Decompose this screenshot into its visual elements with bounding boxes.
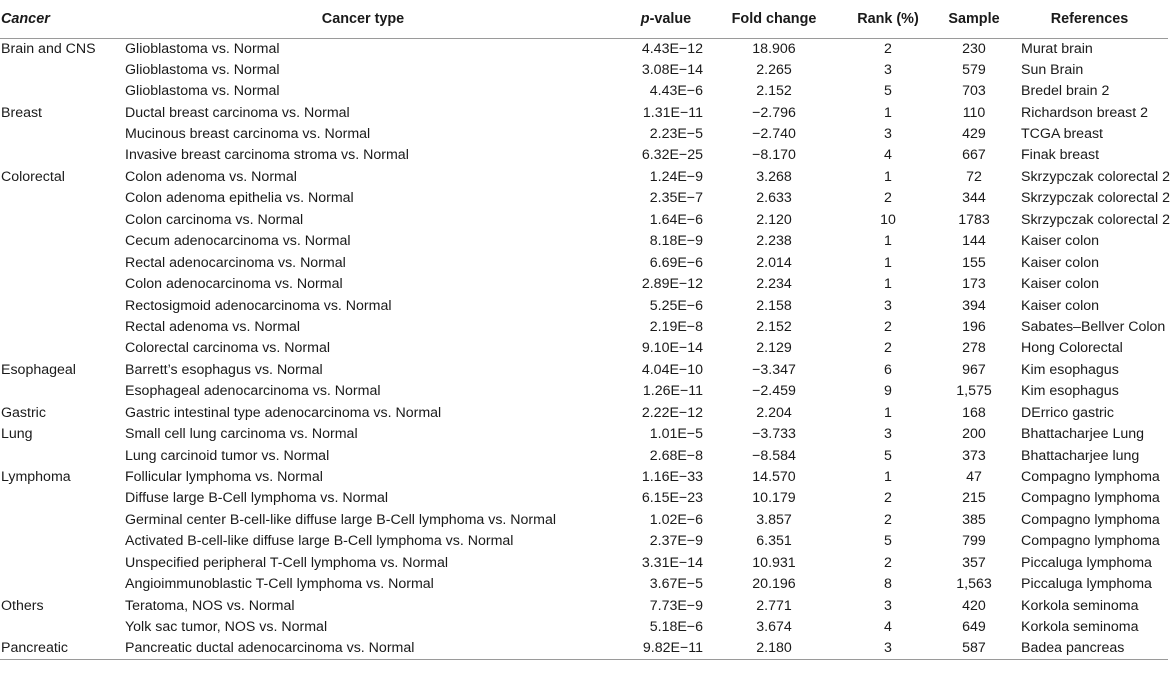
cell-reference: Bhattacharjee Lung: [1021, 426, 1145, 443]
table-body: [0, 38, 1168, 660]
cell-sample: 1,563: [956, 576, 992, 593]
cell-sample: 215: [962, 490, 986, 507]
cell-sample: 110: [962, 104, 986, 121]
table-row: [0, 210, 1168, 231]
cell-p-value: 8.18E−9: [649, 233, 703, 250]
cell-cancer-type: Barrett’s esophagus vs. Normal: [125, 361, 323, 378]
cell-p-value: 3.08E−14: [641, 61, 703, 78]
cell-sample: 72: [966, 168, 982, 185]
cell-sample: 144: [962, 233, 986, 250]
cell-cancer-type: Glioblastoma vs. Normal: [125, 61, 280, 78]
cell-sample: 357: [962, 554, 986, 571]
cell-cancer: [0, 531, 125, 552]
cell-cancer: Breast: [1, 104, 43, 121]
cell-p-value: 9.82E−11: [642, 640, 703, 657]
cell-p-value: 6.69E−6: [649, 254, 703, 271]
table-row: [0, 445, 1168, 466]
table-row: [0, 231, 1168, 252]
cell-fold-change: 2.014: [756, 254, 792, 271]
cell-cancer-type: Lung carcinoid tumor vs. Normal: [125, 447, 330, 464]
cell-sample: 344: [962, 190, 986, 207]
cell-fold-change: −8.170: [752, 147, 796, 164]
table-row: [0, 531, 1168, 552]
cell-sample: 1783: [958, 211, 990, 228]
cell-p-value: 2.19E−8: [649, 318, 703, 335]
cell-p-value: 9.10E−14: [641, 340, 703, 357]
cell-cancer: [0, 188, 125, 209]
table-header: [0, 0, 1168, 38]
cell-fold-change: 3.674: [756, 619, 792, 636]
header-cancer-type: Cancer type: [321, 10, 405, 27]
cell-fold-change: 2.633: [756, 190, 792, 207]
cell-p-value: 4.43E−6: [649, 83, 703, 100]
cell-p-value: 2.23E−5: [649, 126, 703, 143]
cell-cancer: [0, 317, 125, 338]
header-fold-change: Fold change: [731, 10, 817, 27]
cell-sample: 579: [962, 61, 986, 78]
cell-rank: 1: [884, 254, 892, 271]
cell-p-value: 3.67E−5: [649, 576, 703, 593]
cell-reference: Hong Colorectal: [1021, 340, 1123, 357]
cell-p-value: 3.31E−14: [641, 554, 703, 571]
cell-reference: Sabates–Bellver Colon: [1021, 318, 1166, 335]
cell-fold-change: 2.771: [756, 597, 792, 614]
table-row: [0, 317, 1168, 338]
cell-cancer: [0, 145, 125, 166]
cell-cancer-type: Diffuse large B-Cell lymphoma vs. Normal: [125, 490, 389, 507]
cell-reference: Compagno lymphoma: [1021, 469, 1160, 486]
cell-cancer-type: Activated B-cell-like diffuse large B-Cell lymphoma vs. Normal: [125, 533, 514, 550]
cell-p-value: 1.24E−9: [649, 168, 703, 185]
cell-sample: 1,575: [956, 383, 992, 400]
cell-cancer-type: Pancreatic ductal adenocarcinoma vs. Normal: [125, 640, 415, 657]
cell-reference: Kim esophagus: [1021, 361, 1119, 378]
cell-cancer: [0, 381, 125, 402]
table-row: [0, 510, 1168, 531]
cell-sample: 196: [962, 318, 986, 335]
table-row: [0, 188, 1168, 209]
cell-p-value: 1.26E−11: [642, 383, 703, 400]
cell-cancer-type: Germinal center B-cell-like diffuse large B-Cell lymphoma vs. Normal: [125, 511, 557, 528]
cell-fold-change: 2.265: [756, 61, 792, 78]
cell-cancer: [0, 252, 125, 273]
cell-fold-change: 20.196: [752, 576, 796, 593]
cell-cancer: [0, 210, 125, 231]
cell-fold-change: 2.234: [756, 276, 792, 293]
cell-cancer-type: Esophageal adenocarcinoma vs. Normal: [125, 383, 381, 400]
cell-cancer: Colorectal: [1, 168, 65, 185]
cell-rank: 3: [884, 640, 892, 657]
cell-fold-change: 2.180: [756, 640, 792, 657]
cell-fold-change: −2.459: [752, 383, 796, 400]
header-p-value: [623, 0, 709, 38]
cell-cancer-type: Rectal adenoma vs. Normal: [125, 318, 301, 335]
cell-rank: 1: [884, 469, 892, 486]
table-row: [0, 167, 1168, 188]
table-row: [0, 638, 1168, 660]
cell-p-value: 6.32E−25: [641, 147, 703, 164]
cell-rank: 3: [884, 297, 892, 314]
cell-rank: 5: [884, 83, 892, 100]
cell-p-value: 2.37E−9: [649, 533, 703, 550]
cell-cancer-type: Gastric intestinal type adenocarcinoma vs. Normal: [125, 404, 442, 421]
cell-rank: 2: [884, 318, 892, 335]
cell-sample: 173: [962, 276, 986, 293]
cell-sample: 278: [962, 340, 986, 357]
cell-fold-change: 10.931: [752, 554, 796, 571]
table-row: [0, 403, 1168, 424]
header-references: References: [1050, 10, 1129, 27]
cell-cancer-type: Colon adenoma vs. Normal: [125, 168, 297, 185]
cell-fold-change: 10.179: [752, 490, 796, 507]
table-row: [0, 574, 1168, 595]
header-rank: Rank (%): [857, 10, 919, 27]
cell-sample: 47: [966, 469, 982, 486]
cell-reference: DErrico gastric: [1021, 404, 1115, 421]
cell-cancer: [0, 488, 125, 509]
cell-rank: 1: [884, 404, 892, 421]
cell-reference: Richardson breast 2: [1021, 104, 1148, 121]
cell-cancer-type: Ductal breast carcinoma vs. Normal: [125, 104, 350, 121]
cell-rank: 1: [884, 104, 892, 121]
table-row: [0, 60, 1168, 81]
cell-reference: Piccaluga lymphoma: [1021, 554, 1152, 571]
cell-reference: Skrzypczak colorectal 2: [1021, 190, 1170, 207]
cell-fold-change: −8.584: [752, 447, 796, 464]
cell-fold-change: 2.129: [756, 340, 792, 357]
cell-reference: Korkola seminoma: [1021, 619, 1139, 636]
cell-reference: Murat brain: [1021, 40, 1093, 57]
cell-cancer: [0, 574, 125, 595]
cell-rank: 2: [884, 190, 892, 207]
table-row: [0, 424, 1168, 445]
table-row: [0, 467, 1168, 488]
cell-cancer: [0, 510, 125, 531]
cell-rank: 1: [884, 276, 892, 293]
cell-cancer-type: Angioimmunoblastic T-Cell lymphoma vs. Normal: [125, 576, 434, 593]
cell-fold-change: 3.268: [756, 168, 792, 185]
table-row: [0, 81, 1168, 102]
cell-fold-change: 14.570: [752, 469, 796, 486]
table-row: [0, 381, 1168, 402]
cell-cancer-type: Follicular lymphoma vs. Normal: [125, 469, 323, 486]
cell-cancer: Pancreatic: [1, 640, 69, 657]
table-row: [0, 617, 1168, 638]
cell-reference: Finak breast: [1021, 147, 1100, 164]
cell-rank: 10: [880, 211, 896, 228]
table-row: [0, 274, 1168, 295]
cell-p-value: 1.16E−33: [641, 469, 703, 486]
cell-fold-change: −2.740: [752, 126, 796, 143]
cell-p-value: 4.43E−12: [641, 40, 703, 57]
cell-cancer: Lung: [1, 426, 33, 443]
cell-rank: 9: [884, 383, 892, 400]
cell-reference: Badea pancreas: [1021, 640, 1125, 657]
cell-fold-change: 2.152: [756, 83, 792, 100]
cell-sample: 587: [962, 640, 986, 657]
cell-cancer: [0, 60, 125, 81]
header-p-value-suffix: -value: [649, 10, 692, 27]
cell-cancer: [0, 553, 125, 574]
cell-cancer-type: Colorectal carcinoma vs. Normal: [125, 340, 330, 357]
cell-rank: 2: [884, 511, 892, 528]
table-row: [0, 360, 1168, 381]
cell-cancer-type: Rectal adenocarcinoma vs. Normal: [125, 254, 346, 271]
cell-cancer-type: Mucinous breast carcinoma vs. Normal: [125, 126, 371, 143]
cell-cancer: [0, 445, 125, 466]
cell-sample: 429: [962, 126, 986, 143]
cell-p-value: 2.22E−12: [641, 404, 703, 421]
cell-reference: Compagno lymphoma: [1021, 490, 1160, 507]
cell-sample: 799: [962, 533, 986, 550]
cell-reference: TCGA breast: [1021, 126, 1104, 143]
cell-reference: Kaiser colon: [1021, 297, 1100, 314]
cell-p-value: 1.64E−6: [649, 211, 703, 228]
table-row: [0, 252, 1168, 273]
cell-cancer: [0, 338, 125, 359]
cell-fold-change: 2.238: [756, 233, 792, 250]
cell-cancer: [0, 124, 125, 145]
cell-rank: 3: [884, 126, 892, 143]
cell-rank: 2: [884, 340, 892, 357]
header-sample: Sample: [948, 10, 1000, 27]
cell-reference: Kaiser colon: [1021, 233, 1100, 250]
table-row: [0, 102, 1168, 123]
cell-cancer: [0, 617, 125, 638]
cell-sample: 649: [962, 619, 986, 636]
table-row: [0, 338, 1168, 359]
cell-cancer-type: Unspecified peripheral T-Cell lymphoma vs. Normal: [125, 554, 449, 571]
cell-sample: 373: [962, 447, 986, 464]
cell-fold-change: −3.733: [752, 426, 796, 443]
cell-sample: 168: [962, 404, 986, 421]
cell-sample: 394: [962, 297, 986, 314]
cell-sample: 703: [962, 83, 986, 100]
cell-reference: Kim esophagus: [1021, 383, 1119, 400]
cell-sample: 420: [962, 597, 986, 614]
cell-rank: 2: [884, 554, 892, 571]
cell-fold-change: 2.120: [756, 211, 792, 228]
cell-p-value: 5.25E−6: [649, 297, 703, 314]
cell-cancer: Lymphoma: [1, 469, 71, 486]
table-row: [0, 124, 1168, 145]
cell-fold-change: −3.347: [752, 361, 796, 378]
cell-cancer-type: Rectosigmoid adenocarcinoma vs. Normal: [125, 297, 392, 314]
table-row: [0, 145, 1168, 166]
cell-sample: 155: [962, 254, 986, 271]
cell-cancer-type: Glioblastoma vs. Normal: [125, 40, 280, 57]
cell-p-value: 6.15E−23: [641, 490, 703, 507]
table-row: [0, 295, 1168, 316]
cell-p-value: 5.18E−6: [649, 619, 703, 636]
cell-cancer: Gastric: [1, 404, 46, 421]
cell-rank: 6: [884, 361, 892, 378]
cell-cancer-type: Glioblastoma vs. Normal: [125, 83, 280, 100]
table-row: [0, 38, 1168, 60]
table-row: [0, 553, 1168, 574]
cell-fold-change: 2.158: [756, 297, 792, 314]
cell-rank: 8: [884, 576, 892, 593]
cell-cancer: [0, 231, 125, 252]
cell-cancer-type: Cecum adenocarcinoma vs. Normal: [125, 233, 351, 250]
table-row: [0, 488, 1168, 509]
header-row: [0, 0, 1168, 38]
cell-reference: Kaiser colon: [1021, 276, 1100, 293]
cell-reference: Sun Brain: [1021, 61, 1084, 78]
cell-reference: Skrzypczak colorectal 2: [1021, 211, 1170, 228]
cell-fold-change: 3.857: [756, 511, 792, 528]
cell-reference: Compagno lymphoma: [1021, 511, 1160, 528]
cell-sample: 200: [962, 426, 986, 443]
cell-cancer-type: Colon adenocarcinoma vs. Normal: [125, 276, 343, 293]
cell-rank: 3: [884, 426, 892, 443]
cell-p-value: 7.73E−9: [649, 597, 703, 614]
cell-p-value: 1.01E−5: [649, 426, 703, 443]
cell-p-value: 2.35E−7: [649, 190, 703, 207]
cell-reference: Korkola seminoma: [1021, 597, 1139, 614]
cell-rank: 1: [884, 233, 892, 250]
cell-rank: 4: [884, 147, 892, 164]
cell-p-value: 1.31E−11: [642, 104, 703, 121]
cell-reference: Compagno lymphoma: [1021, 533, 1160, 550]
cell-rank: 3: [884, 597, 892, 614]
header-cancer: Cancer: [1, 10, 50, 27]
cell-sample: 967: [962, 361, 986, 378]
cell-fold-change: 18.906: [752, 40, 796, 57]
cell-reference: Skrzypczak colorectal 2: [1021, 168, 1170, 185]
cell-p-value: 4.04E−10: [641, 361, 703, 378]
cell-cancer-type: Colon carcinoma vs. Normal: [125, 211, 304, 228]
cell-p-value: 2.68E−8: [649, 447, 703, 464]
cell-rank: 2: [884, 490, 892, 507]
cell-cancer: [0, 295, 125, 316]
cell-reference: Bhattacharjee lung: [1021, 447, 1140, 464]
cell-reference: Kaiser colon: [1021, 254, 1100, 271]
cell-cancer: [0, 81, 125, 102]
cell-p-value: 1.02E−6: [649, 511, 703, 528]
cell-reference: Piccaluga lymphoma: [1021, 576, 1152, 593]
cell-rank: 5: [884, 533, 892, 550]
cell-rank: 4: [884, 619, 892, 636]
cell-cancer-type: Teratoma, NOS vs. Normal: [125, 597, 295, 614]
cell-fold-change: 2.204: [756, 404, 792, 421]
header-p-value-italic: p: [640, 10, 650, 27]
cell-fold-change: 2.152: [756, 318, 792, 335]
cell-rank: 2: [884, 40, 892, 57]
cell-sample: 667: [962, 147, 986, 164]
cell-fold-change: 6.351: [756, 533, 792, 550]
table-row: [0, 595, 1168, 616]
cell-reference: Bredel brain 2: [1021, 83, 1110, 100]
cell-sample: 385: [962, 511, 986, 528]
cell-rank: 3: [884, 61, 892, 78]
cell-fold-change: −2.796: [752, 104, 796, 121]
cell-rank: 5: [884, 447, 892, 464]
cell-cancer: [0, 274, 125, 295]
cell-cancer-type: Yolk sac tumor, NOS vs. Normal: [125, 619, 328, 636]
cell-cancer-type: Colon adenoma epithelia vs. Normal: [125, 190, 354, 207]
cell-sample: 230: [962, 40, 986, 57]
cell-cancer-type: Small cell lung carcinoma vs. Normal: [125, 426, 358, 443]
cell-cancer: Brain and CNS: [1, 40, 96, 57]
cell-rank: 1: [884, 168, 892, 185]
cell-p-value: 2.89E−12: [641, 276, 703, 293]
cell-cancer: Esophageal: [1, 361, 76, 378]
cell-cancer-type: Invasive breast carcinoma stroma vs. Normal: [125, 147, 409, 164]
cell-cancer: Others: [1, 597, 44, 614]
